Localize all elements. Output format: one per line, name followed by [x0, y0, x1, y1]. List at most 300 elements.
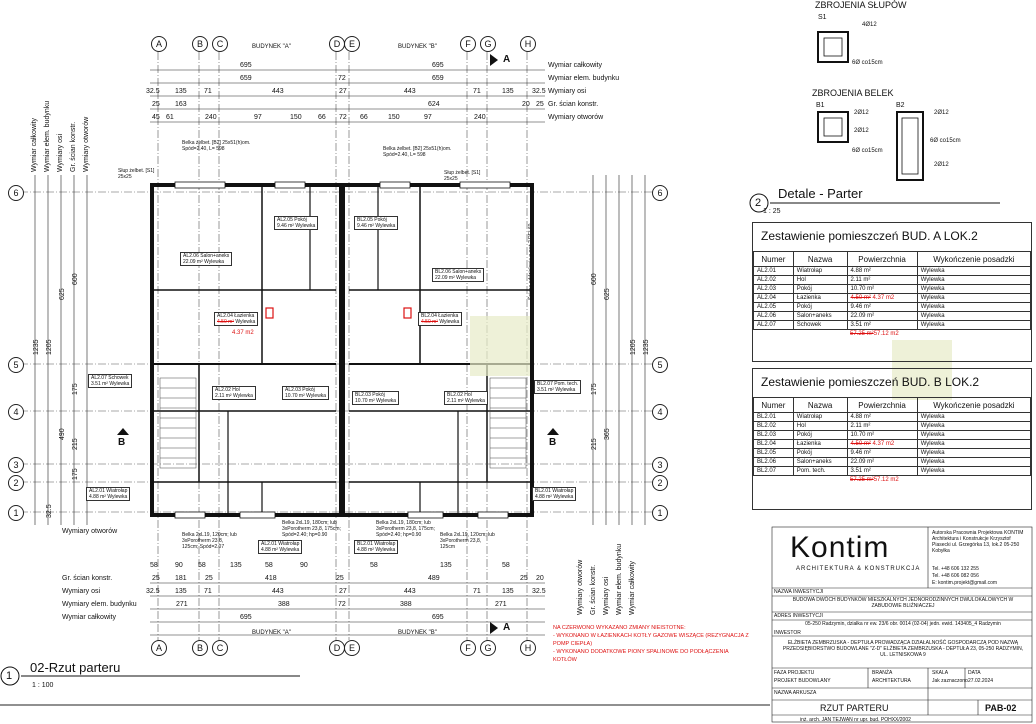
- room-area: 9.46 m²: [357, 223, 374, 229]
- dim-value: 25: [152, 575, 160, 582]
- dim-value: 695: [240, 62, 252, 69]
- room-name: Wiatrołap: [106, 488, 128, 494]
- dim-value: 32.5: [146, 588, 160, 595]
- room-name: Hol: [232, 387, 240, 393]
- room-table-b: [752, 368, 1032, 510]
- col-header: Nazwa: [793, 252, 847, 267]
- room-table-b-grid: [753, 397, 1031, 484]
- room-area: 4.88 m²: [535, 494, 552, 500]
- scale-value: Jak zaznaczono: [932, 678, 968, 684]
- room-id: AL2.01: [261, 541, 277, 547]
- side-label-right: Wymiary otworów: [577, 559, 584, 615]
- grid-col-a-bottom: A: [151, 640, 167, 656]
- table-row: [754, 321, 1031, 330]
- grid-col-f-top: F: [460, 36, 476, 52]
- cell-name: Salon+aneks: [793, 458, 847, 467]
- room-name: Hol: [464, 392, 472, 398]
- new-area: 4.37 m2: [872, 295, 895, 301]
- cell-name: Pokój: [793, 303, 847, 312]
- room-floor: Wylewka: [555, 387, 576, 393]
- cell-floor: Wylewka: [917, 458, 1030, 467]
- room-table-a-grid: [753, 251, 1031, 338]
- room-name: Pokój: [302, 387, 315, 393]
- grid-row-1-right: 1: [652, 505, 668, 521]
- detail-scale: 1 : 25: [763, 208, 781, 215]
- dim-value: 72: [338, 75, 346, 82]
- room-name: Pokój: [294, 217, 307, 223]
- room-id: AL2.04: [217, 313, 233, 319]
- room-id: BL2.06: [435, 269, 451, 275]
- cell-area: 4.88 m²: [847, 413, 917, 422]
- cell-floor: Wylewka: [917, 294, 1030, 303]
- room-name: Wiatrołap: [278, 541, 300, 547]
- room-name: Schowek: [108, 375, 129, 381]
- beams-reinforcement-title: ZBROJENIA BELEK: [812, 88, 894, 98]
- dim-value: 25: [205, 575, 213, 582]
- dim-value: 58: [150, 562, 158, 569]
- room-tag: [352, 391, 399, 405]
- cell-number: BL2.02: [754, 422, 794, 431]
- room-name: Pom. tech.: [554, 381, 579, 387]
- col-header: Nazwa: [793, 398, 847, 413]
- dim-value: 97: [424, 114, 432, 121]
- sheet-name: RZUT PARTERU: [820, 703, 889, 713]
- room-table-a: [752, 222, 1032, 362]
- room-area: 4.88 m²: [89, 494, 106, 500]
- col-header: Numer: [754, 252, 794, 267]
- room-id: AL2.01: [89, 488, 105, 494]
- room-area: 10.70 m²: [285, 393, 305, 399]
- investor-label: INWESTOR: [774, 630, 801, 636]
- company-logo-sub: ARCHITEKTURA & KONSTRUKCJA: [796, 566, 921, 572]
- room-tag: [180, 252, 232, 266]
- grid-col-g-bottom: G: [480, 640, 496, 656]
- dim-value: 72: [339, 114, 347, 121]
- room-floor: Wylewka: [439, 319, 460, 325]
- cell-area: 9.46 m²: [847, 303, 917, 312]
- room-floor: Wylewka: [375, 223, 396, 229]
- room-floor: Wylewka: [235, 319, 256, 325]
- dim-label: Wymiary otworów: [62, 528, 118, 535]
- old-area: 4.50 m²: [850, 295, 871, 301]
- dim-value: 20: [536, 575, 544, 582]
- side-label-left: Gr. ścian konstr.: [70, 121, 77, 172]
- dim-value: 489: [428, 575, 440, 582]
- dim-value: 443: [272, 588, 284, 595]
- dim-value: 71: [204, 588, 212, 595]
- dim-value: 25: [536, 101, 544, 108]
- room-floor: Wylewka: [279, 547, 300, 553]
- side-value: 215: [72, 438, 79, 450]
- side-label-right: Gr. ścian konstr.: [590, 564, 597, 615]
- room-area: 4.50 m²: [217, 319, 234, 325]
- beam-note: Belka żelbet. [B2] 25x51(h)om. Spód=2.40, L= 598: [182, 140, 251, 152]
- section-b-left: B: [118, 437, 126, 448]
- dim-value: 72: [338, 601, 346, 608]
- cell-name: Pokój: [793, 449, 847, 458]
- room-id: AL2.02: [215, 387, 231, 393]
- cell-number: BL2.04: [754, 440, 794, 449]
- reinforcement-details: [818, 32, 923, 180]
- cell-name: Łazienka: [793, 294, 847, 303]
- dim-value: 135: [502, 588, 514, 595]
- room-table-a-title: Zestawienie pomieszczeń BUD. A LOK.2: [761, 229, 978, 243]
- dim-value: 135: [175, 588, 187, 595]
- dim-value: 135: [175, 88, 187, 95]
- cell-area: 2.11 m²: [847, 422, 917, 431]
- section-b-right: B: [549, 437, 557, 448]
- room-tag: [212, 386, 256, 400]
- dim-value: 90: [300, 562, 308, 569]
- cell-name: Pokój: [793, 431, 847, 440]
- company-address: Autorska Pracownia Projektowa KONTIM Architektura i Konstrukcje Krzysztof Piasecki ul. Grzegórka 13, lok.2 05-250 Kobyłka: [932, 530, 1024, 554]
- room-tag: [432, 268, 484, 282]
- dim-value: 240: [205, 114, 217, 121]
- grid-col-h-top: H: [520, 36, 536, 52]
- cell-name: Wiatrołap: [793, 413, 847, 422]
- table-row: [754, 431, 1031, 440]
- new-total: 57.12 m2: [873, 477, 899, 483]
- side-value: 365: [604, 428, 611, 440]
- dim-label: Wymiar całkowity: [548, 62, 602, 69]
- dim-value: 443: [272, 88, 284, 95]
- dim-value: 58: [198, 562, 206, 569]
- cell-floor: Wylewka: [917, 422, 1030, 431]
- table-row: [754, 440, 1031, 449]
- dim-label: Wymiary osi: [62, 588, 101, 595]
- dim-value: 90: [175, 562, 183, 569]
- red-note-line: KOTŁÓW: [553, 657, 577, 663]
- cell-name: Wiatrołap: [793, 267, 847, 276]
- room-area: 10.70 m²: [355, 398, 375, 404]
- dim-value: 695: [240, 614, 252, 621]
- side-value: 600: [72, 273, 79, 285]
- lintel-note: Belka 2xL19, 180cm; lub 3xPorotherm 23,8, 175cm; Spód=2.40; hp=0.90: [376, 520, 435, 538]
- grid-col-e-bottom: E: [344, 640, 360, 656]
- dim-value: 58: [370, 562, 378, 569]
- room-floor: Wylewka: [204, 259, 225, 265]
- room-name: Salon+aneks: [452, 269, 482, 275]
- dim-value: 61: [166, 114, 174, 121]
- cell-floor: Wylewka: [917, 267, 1030, 276]
- grid-row-2-left: 2: [8, 475, 24, 491]
- columns-reinforcement-title: ZBROJENIA SŁUPÓW: [815, 0, 907, 10]
- cell-name: Salon+aneks: [793, 312, 847, 321]
- table-row: [754, 312, 1031, 321]
- side-value: 1205: [46, 339, 53, 355]
- dim-value: 240: [474, 114, 486, 121]
- company-phone-1: Tel. +48 606 132 255: [932, 566, 979, 572]
- grid-row-5-left: 5: [8, 357, 24, 373]
- room-tag: [282, 386, 329, 400]
- room-area-corrected: 4.37 m2: [232, 330, 254, 336]
- dim-value: 66: [360, 114, 368, 121]
- dim-value: 388: [400, 601, 412, 608]
- b1-top-label: 2Ø12: [854, 110, 869, 116]
- room-tag: [354, 216, 398, 230]
- dim-value: 181: [175, 575, 187, 582]
- dim-value: 66: [318, 114, 326, 121]
- cell-area: 3.51 m²: [847, 321, 917, 330]
- red-note-line: POMP CIEPŁA): [553, 641, 593, 647]
- room-floor: Wylewka: [109, 381, 130, 387]
- room-area: 9.46 m²: [277, 223, 294, 229]
- lintel-note: Belka 2xL19, 120cm; lub 3xPorotherm 23,8, 125cm; Spód=2.07: [182, 532, 237, 550]
- dim-value: 25: [520, 575, 528, 582]
- cell-area: 2.11 m²: [847, 276, 917, 285]
- side-value: 490: [59, 428, 66, 440]
- dim-value: 58: [265, 562, 273, 569]
- room-floor: Wylewka: [464, 398, 485, 404]
- table-row: [754, 449, 1031, 458]
- dim-label: Wymiar całkowity: [62, 614, 116, 621]
- cell-number: BL2.01: [754, 413, 794, 422]
- dim-value: 624: [428, 101, 440, 108]
- cell-area: 22.09 m²: [847, 458, 917, 467]
- grid-col-c-top: C: [212, 36, 228, 52]
- grid-row-6-right: 6: [652, 185, 668, 201]
- lintel-note: Belka 2xL19, 120cm; lub 3xPorotherm 23,8, 125cm: [440, 532, 495, 550]
- room-id: AL2.06: [183, 253, 199, 259]
- cell-number: AL2.07: [754, 321, 794, 330]
- dim-value: 443: [404, 588, 416, 595]
- address-label: ADRES INWESTYCJI: [774, 613, 823, 619]
- grid-col-f-bottom: F: [460, 640, 476, 656]
- cell-area: 3.51 m²: [847, 467, 917, 476]
- grid-row-2-right: 2: [652, 475, 668, 491]
- phase-label: FAZA PROJEKTU: [774, 670, 815, 676]
- cell-name: Schowek: [793, 321, 847, 330]
- room-area: 4.50 m²: [421, 319, 438, 325]
- investment-label: NAZWA INWESTYCJI: [774, 589, 824, 595]
- dim-value: 32.5: [146, 88, 160, 95]
- table-total-row: [754, 476, 1031, 485]
- room-id: BL2.07: [537, 381, 553, 387]
- cell-area: 4.88 m²: [847, 267, 917, 276]
- dim-label: Wymiary osi: [548, 88, 587, 95]
- designer-line: inż. arch. JAN TEJWAN nr upr. bud. POHXX/2002: [800, 717, 911, 723]
- room-id: BL2.01: [357, 541, 373, 547]
- grid-row-5-right: 5: [652, 357, 668, 373]
- room-floor: Wylewka: [376, 398, 397, 404]
- room-area: 2.11 m²: [215, 393, 232, 399]
- side-value: 215: [591, 438, 598, 450]
- room-tag: [88, 374, 132, 388]
- side-label-left: Wymiar elem. budynku: [44, 100, 51, 172]
- investment-address: 05-250 Radzymin, działka nr ew. 23/6 obr. 0014 (02-04) jedn. ewid. 143405_4 Radzymin: [805, 621, 1001, 627]
- main-title: 02-Rzut parteru: [30, 660, 121, 675]
- room-id: BL2.02: [447, 392, 463, 398]
- room-id: BL2.01: [535, 488, 551, 494]
- room-tag: [418, 312, 462, 326]
- side-label-left: Wymiar całkowity: [31, 118, 38, 172]
- branch-value: ARCHITEKTURA: [872, 678, 911, 684]
- room-tag: [532, 487, 576, 501]
- room-tag: [354, 540, 398, 554]
- cell-name: Hol: [793, 422, 847, 431]
- b2-bottom-label: 2Ø12: [934, 162, 949, 168]
- main-scale: 1 : 100: [32, 682, 54, 689]
- cell-number: BL2.03: [754, 431, 794, 440]
- room-floor: Wylewka: [295, 223, 316, 229]
- dim-value: 150: [290, 114, 302, 121]
- new-area: 4.37 m2: [872, 441, 895, 447]
- side-value: 175: [72, 383, 79, 395]
- room-tag: [274, 216, 318, 230]
- col-header: Wykończenie posadzki: [917, 398, 1030, 413]
- dim-value: 135: [502, 88, 514, 95]
- dim-value: 71: [473, 88, 481, 95]
- dim-value: 27: [339, 88, 347, 95]
- room-id: AL2.05: [277, 217, 293, 223]
- room-tag: [86, 487, 130, 501]
- room-area: 3.51 m²: [91, 381, 108, 387]
- b2-mid-label: 6Ø co15cm: [930, 138, 961, 144]
- room-area: 3.51 m²: [537, 387, 554, 393]
- cell-area: 10.70 m²: [847, 285, 917, 294]
- old-area: 4.50 m²: [850, 441, 871, 447]
- grid-row-4-right: 4: [652, 404, 668, 420]
- side-label-left: Wymiary otworów: [83, 116, 90, 172]
- room-tag: [444, 391, 488, 405]
- cell-area: [847, 294, 917, 303]
- table-row: [754, 467, 1031, 476]
- side-label-right: Wymiar elem. budynku: [616, 543, 623, 615]
- beam-b2-label: B2: [896, 102, 905, 109]
- dim-value: 659: [240, 75, 252, 82]
- cell-area: 10.70 m²: [847, 431, 917, 440]
- dim-label: Gr. ścian konstr.: [548, 101, 599, 108]
- date-label: DATA: [968, 670, 981, 676]
- dim-value: 659: [432, 75, 444, 82]
- section-a-top: A: [503, 54, 511, 65]
- investor-name: ELŻBIETA ZEMBRZUSKA - DEPTUŁA PROWADZĄCA DZIAŁALNOŚĆ GOSPODARCZĄ POD NAZWĄ PRZEDSIĘBIORSTWO BUDOWLANE "Z-D" ELŻBIETA ZEMBRZUSKA - DEPTUŁA 23, 05-250 RADZYMIN, UL. LETNISKOWA 9: [782, 640, 1024, 658]
- room-area: 22.09 m²: [183, 259, 203, 265]
- dim-value: 443: [404, 88, 416, 95]
- grid-row-4-left: 4: [8, 404, 24, 420]
- room-floor: Wylewka: [107, 494, 128, 500]
- room-area: 2.11 m²: [447, 398, 464, 404]
- room-name: Wiatrołap: [552, 488, 574, 494]
- company-phone-2: Tel. +48 606 082 056: [932, 573, 979, 579]
- column-note: Słup żelbet. [S1] 25x25: [118, 168, 155, 180]
- cell-number: AL2.01: [754, 267, 794, 276]
- dim-value: 695: [432, 614, 444, 621]
- cell-floor: Wylewka: [917, 303, 1030, 312]
- dim-label: Wymiary otworów: [548, 114, 604, 121]
- table-row: [754, 422, 1031, 431]
- cell-name: Pom. tech.: [793, 467, 847, 476]
- dim-value: 271: [495, 601, 507, 608]
- side-label-right: Wymiar całkowity: [629, 561, 636, 615]
- phase-value: PROJEKT BUDOWLANY: [774, 678, 831, 684]
- room-name: Pokój: [374, 217, 387, 223]
- col-header: Numer: [754, 398, 794, 413]
- cell-number: BL2.07: [754, 467, 794, 476]
- cell-floor: Wylewka: [917, 449, 1030, 458]
- budynek-b-top: BUDYNEK "B": [398, 44, 437, 50]
- red-note-line: - WYKONANO DODATKOWE PIONY SPALINOWE DO PODŁĄCZENIA: [553, 649, 729, 655]
- grid-col-a-top: A: [151, 36, 167, 52]
- cell-name: Pokój: [793, 285, 847, 294]
- grid-row-1-left: 1: [8, 505, 24, 521]
- room-id: BL2.04: [421, 313, 437, 319]
- cell-number: AL2.05: [754, 303, 794, 312]
- dim-value: 135: [230, 562, 242, 569]
- dim-value: 27: [339, 588, 347, 595]
- room-floor: Wylewka: [553, 494, 574, 500]
- room-area: 22.09 m²: [435, 275, 455, 281]
- dim-value: 163: [175, 101, 187, 108]
- table-row: [754, 267, 1031, 276]
- dim-value: 135: [440, 562, 452, 569]
- side-label-right: Wymiary osi: [603, 576, 610, 615]
- cell-floor: Wylewka: [917, 413, 1030, 422]
- table-row: [754, 458, 1031, 467]
- grid-row-3-left: 3: [8, 457, 24, 473]
- dim-value: 32.5: [532, 588, 546, 595]
- grid-row-6-left: 6: [8, 185, 24, 201]
- col-header: Powierzchnia: [847, 252, 917, 267]
- room-floor: Wylewka: [375, 547, 396, 553]
- table-total-row: [754, 330, 1031, 339]
- dim-value: 32.5: [532, 88, 546, 95]
- cell-floor: Wylewka: [917, 467, 1030, 476]
- cell-number: AL2.02: [754, 276, 794, 285]
- room-tag: [534, 380, 581, 394]
- table-row: [754, 303, 1031, 312]
- beam-b1-label: B1: [816, 102, 825, 109]
- side-value: 600: [591, 273, 598, 285]
- col-header: Wykończenie posadzki: [917, 252, 1030, 267]
- sheet-number: PAB-02: [985, 703, 1017, 713]
- section-a-bottom: A: [503, 622, 511, 633]
- grid-col-g-top: G: [480, 36, 496, 52]
- grid-col-h-bottom: H: [520, 640, 536, 656]
- side-value: 175: [591, 383, 598, 395]
- cell-area: 22.09 m²: [847, 312, 917, 321]
- room-id: AL2.07: [91, 375, 107, 381]
- grid-row-3-right: 3: [652, 457, 668, 473]
- grid-col-e-top: E: [344, 36, 360, 52]
- table-row: [754, 285, 1031, 294]
- room-name: Łazienka: [234, 313, 255, 319]
- table-row: [754, 413, 1031, 422]
- cell-floor: Wylewka: [917, 440, 1030, 449]
- red-note-line: NA CZERWONO WYKAZANO ZMIANY NIEISTOTNE:: [553, 625, 686, 631]
- dim-value: 71: [204, 88, 212, 95]
- cell-number: AL2.03: [754, 285, 794, 294]
- room-id: BL2.03: [355, 392, 371, 398]
- dim-label: Wymiary elem. budynku: [62, 601, 137, 608]
- detail-number: 2: [755, 197, 762, 209]
- cell-floor: Wylewka: [917, 312, 1030, 321]
- cell-floor: Wylewka: [917, 431, 1030, 440]
- room-name: Salon+aneks: [200, 253, 230, 259]
- new-total: 57.12 m2: [873, 331, 899, 337]
- b1-bottom-label: 2Ø12: [854, 128, 869, 134]
- room-table-b-title: Zestawienie pomieszczeń BUD. B LOK.2: [761, 375, 980, 389]
- cell-floor: Wylewka: [917, 321, 1030, 330]
- sheet-name-label: NAZWA ARKUSZA: [774, 690, 817, 696]
- room-area: 4.88 m²: [357, 547, 374, 553]
- cell-number: AL2.06: [754, 312, 794, 321]
- dim-value: 71: [473, 588, 481, 595]
- dim-value: 150: [388, 114, 400, 121]
- cell-name: Łazienka: [793, 440, 847, 449]
- beam-note: Belka żelbet. [B2] 25x51(h)om. Spód=2.40, L= 598: [383, 146, 452, 158]
- dim-value: 271: [176, 601, 188, 608]
